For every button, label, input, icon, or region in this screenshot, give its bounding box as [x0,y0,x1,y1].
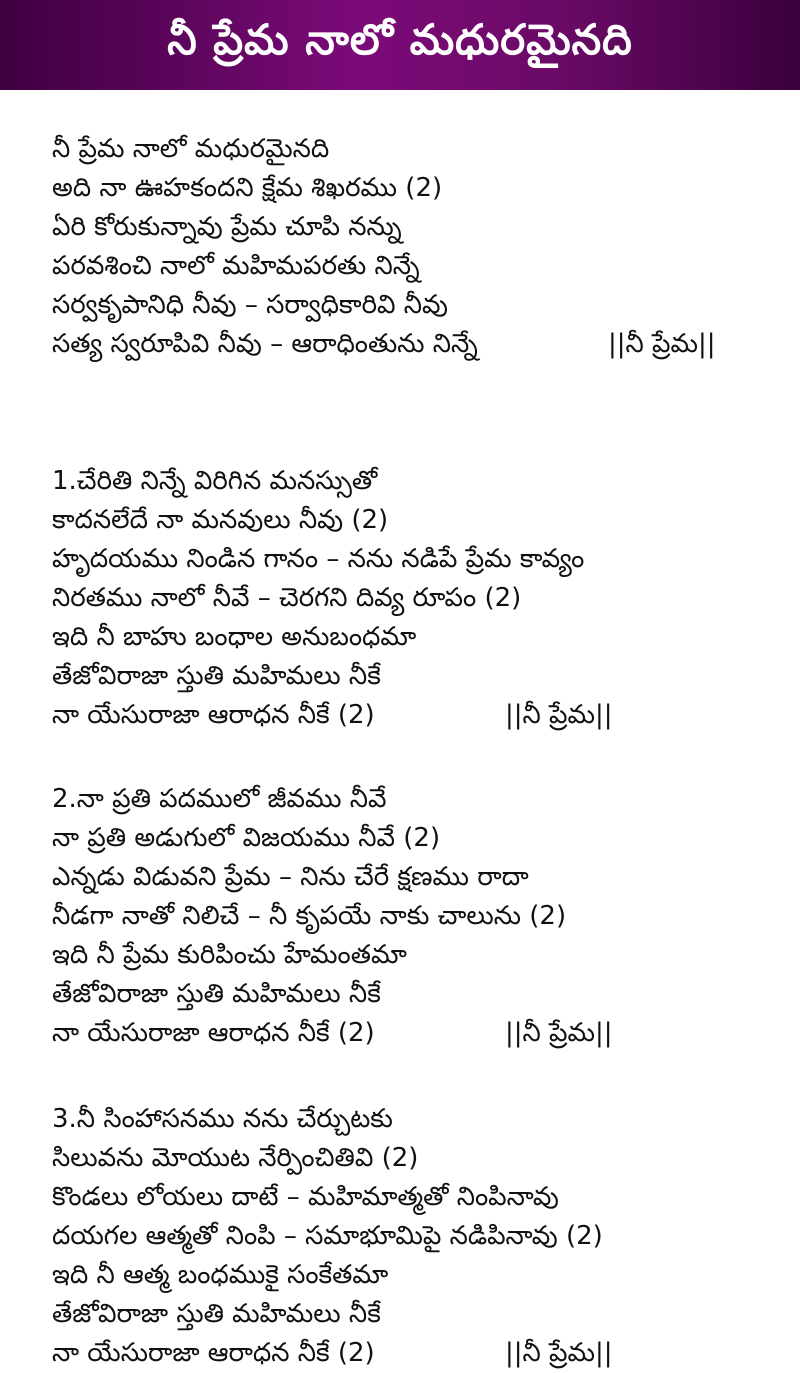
lyric-line: సర్వకృపానిధి నీవు – సర్వాధికారివి నీవు [52,290,448,320]
lyric-line: అది నా ఊహకందని క్షేమ శిఖరము (2) [52,173,443,203]
lyric-line: నా యేసురాజా ఆరాధన నీకే (2) [52,700,375,730]
refrain-marker: ||నీ ప్రేమ|| [505,1018,613,1048]
stanza-2 [52,780,566,1053]
lyric-line: నీ ప్రేమ నాలో మధురమైనది [52,134,330,164]
song-title: నీ ప్రేమ నాలో మధురమైనది [167,15,633,64]
refrain-marker: ||నీ ప్రేమ|| [505,1338,613,1368]
lyric-line: సిలువను మోయుట నేర్పించితివి (2) [52,1143,419,1173]
lyric-line: దయగల ఆత్మతో నింపి – సమాభూమిపై నడిపినావు (2) [52,1221,603,1251]
lyric-text: సత్య స్వరూపివి నీవు – ఆరాధింతును నిన్నే [52,329,478,359]
lyric-line [52,325,478,364]
lyric-line: తేజోవిరాజా స్తుతి మహిమలు నీకే [52,979,381,1009]
refrain-marker: ||నీ ప్రేమ|| [505,700,613,730]
lyric-line: పరవశించి నాలో మహిమపరతు నిన్నే [52,251,420,281]
stanza-3 [52,1100,603,1373]
lyric-line: కాదనలేదే నా మనవులు నీవు (2) [52,505,389,535]
lyric-line: నిరతము నాలో నీవే – చెరగని దివ్య రూపం (2) [52,583,522,613]
lyric-line: కొండలు లోయలు దాటే – మహిమాత్మతో నింపినావు [52,1182,559,1212]
lyric-line: ఏరి కోరుకున్నావు ప్రేమ చూపి నన్ను [52,212,402,242]
lyric-line: ఇది నీ ప్రేమ కురిపించు హేమంతమా [52,940,407,970]
lyric-line: ఇది నీ బాహు బంధాల అనుబంధమా [52,622,417,652]
lyric-line: నా యేసురాజా ఆరాధన నీకే (2) [52,1338,375,1368]
lyric-line: 3.నీ సింహాసనము నను చేర్చుటకు [52,1104,393,1134]
lyric-line: నా ప్రతి అడుగులో విజయము నీవే (2) [52,823,441,853]
title-banner [0,0,800,90]
lyric-line: ఎన్నడు విడువని ప్రేమ – నిను చేరే క్షణము రాదా [52,862,529,892]
lyric-line: తేజోవిరాజా స్తుతి మహిమలు నీకే [52,1299,381,1329]
lyric-line: తేజోవిరాజా స్తుతి మహిమలు నీకే [52,661,381,691]
lyric-line: హృదయము నిండిన గానం – నను నడిపే ప్రేమ కావ్యం [52,544,585,574]
lyric-line: ఇది నీ ఆత్మ బంధముకై సంకేతమా [52,1260,389,1290]
refrain-marker: ||నీ ప్రేమ|| [608,329,716,359]
stanza-pallavi [52,130,478,364]
lyric-line: నీడగా నాతో నిలిచే – నీ కృపయే నాకు చాలును (2) [52,901,567,931]
lyric-line: నా యేసురాజా ఆరాధన నీకే (2) [52,1018,375,1048]
lyric-line: 2.నా ప్రతి పదములో జీవము నీవే [52,784,387,814]
stanza-1 [52,462,584,735]
lyric-line: 1.చేరితి నిన్నే విరిగిన మనస్సుతో [52,466,378,496]
